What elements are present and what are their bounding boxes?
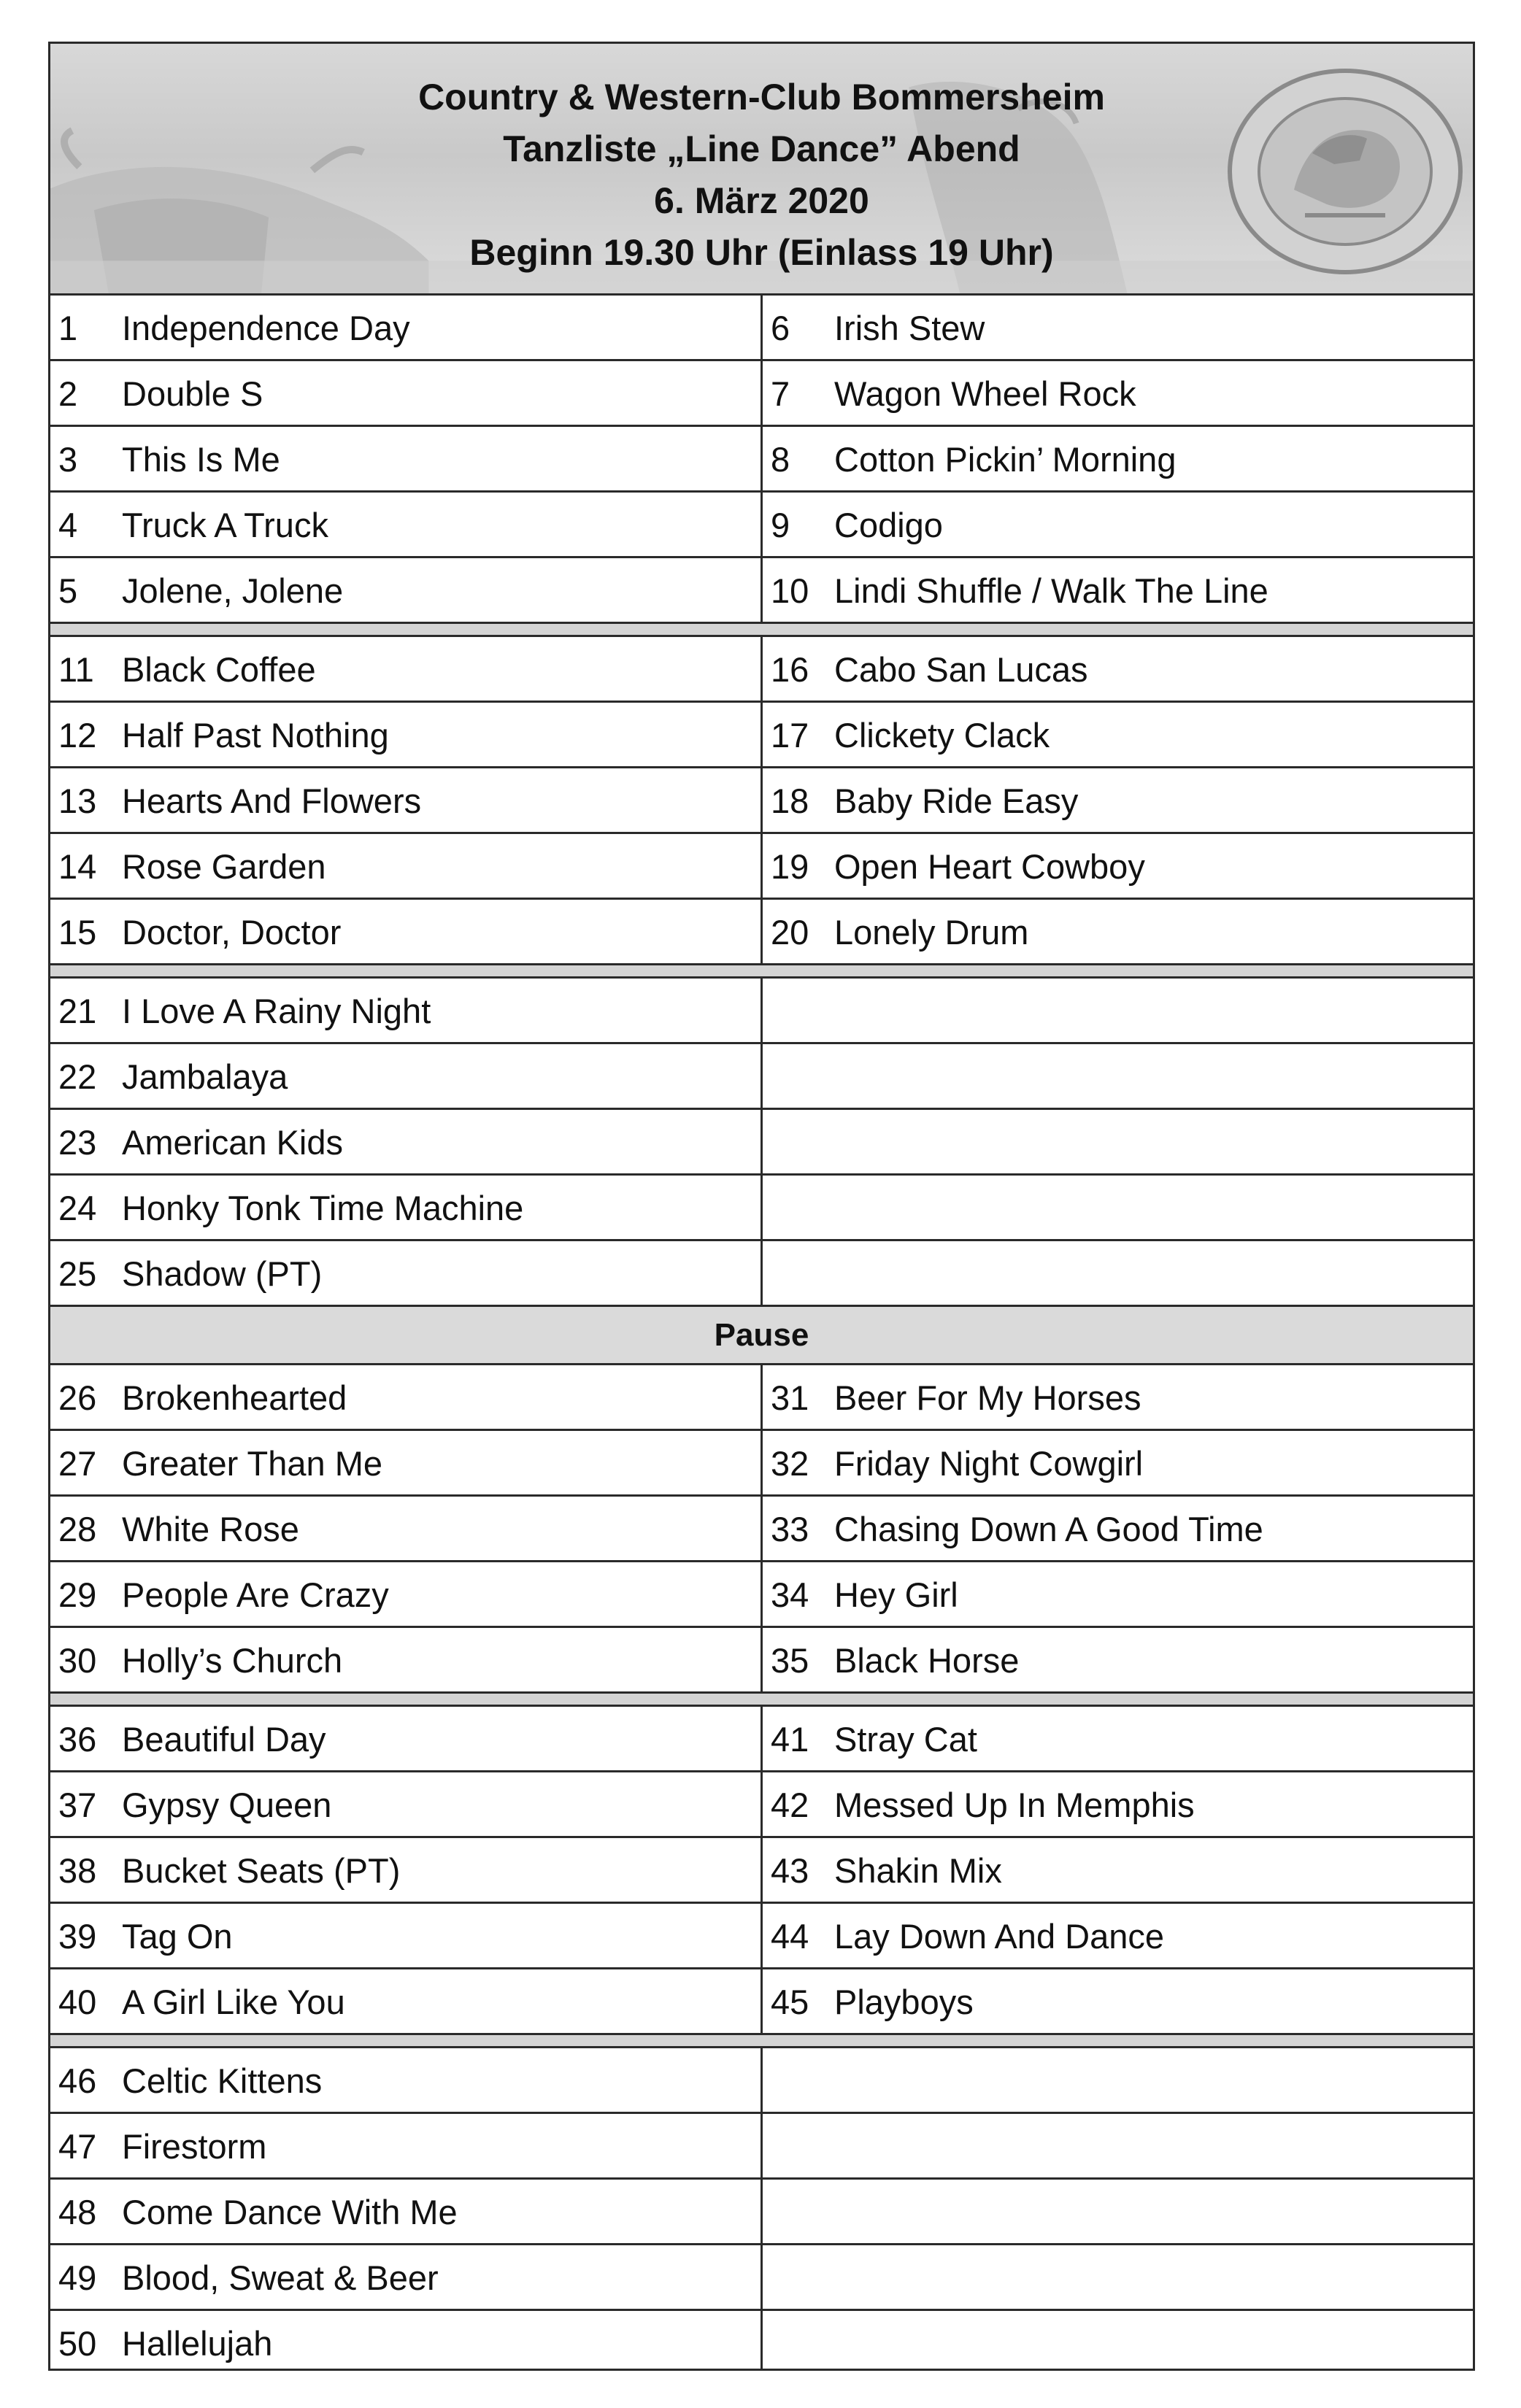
- table-row: [50, 1110, 1473, 1176]
- left-cell: [50, 2180, 763, 2243]
- left-cell: [50, 558, 763, 622]
- block-separator: [50, 1694, 1473, 1707]
- right-cell: [763, 1562, 1473, 1626]
- dance-number: 41: [771, 1720, 809, 1759]
- dance-number: 20: [771, 913, 809, 952]
- table-row: [50, 2180, 1473, 2245]
- left-cell: [50, 1628, 763, 1691]
- pause-row: Pause: [50, 1307, 1473, 1365]
- dance-number: 8: [771, 440, 790, 479]
- table-row: [50, 1772, 1473, 1838]
- block-separator: [50, 624, 1473, 637]
- left-cell: [50, 1969, 763, 2033]
- right-cell: [763, 1176, 1473, 1239]
- dance-number: 11: [58, 650, 94, 689]
- dance-number: 18: [771, 782, 809, 820]
- dance-number: 38: [58, 1851, 97, 1890]
- dance-title: This Is Me: [122, 440, 280, 479]
- left-cell: [50, 296, 763, 359]
- left-cell: [50, 2245, 763, 2309]
- left-cell: [50, 1241, 763, 1305]
- dance-title: Friday Night Cowgirl: [834, 1444, 1144, 1483]
- left-cell: [50, 1110, 763, 1173]
- right-cell: [763, 2180, 1473, 2243]
- dance-title: Blood, Sweat & Beer: [122, 2258, 439, 2297]
- table-row: [50, 1497, 1473, 1562]
- dance-number: 33: [771, 1510, 809, 1548]
- table-row: [50, 1707, 1473, 1772]
- dance-number: 43: [771, 1851, 809, 1890]
- left-cell: [50, 361, 763, 425]
- dance-title: Cotton Pickin’ Morning: [834, 440, 1177, 479]
- dance-title: Bucket Seats (PT): [122, 1851, 401, 1890]
- dance-title: Come Dance With Me: [122, 2193, 458, 2231]
- right-cell: [763, 637, 1473, 701]
- dance-title: Firestorm: [122, 2127, 267, 2166]
- table-row: [50, 1562, 1473, 1628]
- dance-title: A Girl Like You: [122, 1983, 345, 2021]
- dance-title: Hallelujah: [122, 2324, 273, 2363]
- right-cell: [763, 1431, 1473, 1494]
- dance-title: American Kids: [122, 1123, 343, 1162]
- right-cell: [763, 361, 1473, 425]
- table-row: [50, 361, 1473, 427]
- left-cell: [50, 1838, 763, 1902]
- left-cell: [50, 1904, 763, 1967]
- dance-number: 36: [58, 1720, 97, 1759]
- dance-number: 2: [58, 374, 78, 413]
- left-cell: [50, 979, 763, 1042]
- event-time: Beginn 19.30 Uhr (Einlass 19 Uhr): [469, 232, 1054, 273]
- dance-title: Greater Than Me: [122, 1444, 383, 1483]
- dance-title: Half Past Nothing: [122, 716, 389, 755]
- right-cell: [763, 493, 1473, 556]
- right-cell: [763, 1497, 1473, 1560]
- block-separator: [50, 2035, 1473, 2048]
- table-row: [50, 2048, 1473, 2114]
- table-row: [50, 2245, 1473, 2311]
- club-name: Country & Western-Club Bommersheim: [418, 77, 1105, 117]
- dance-title: White Rose: [122, 1510, 299, 1548]
- left-cell: [50, 768, 763, 832]
- left-cell: [50, 1562, 763, 1626]
- table-row: [50, 2114, 1473, 2180]
- dance-number: 15: [58, 913, 97, 952]
- dance-title: I Love A Rainy Night: [122, 992, 431, 1030]
- dance-number: 50: [58, 2324, 97, 2363]
- dance-title: Beautiful Day: [122, 1720, 326, 1759]
- dance-title: Shakin Mix: [834, 1851, 1002, 1890]
- left-cell: [50, 1707, 763, 1770]
- dance-title: Jolene, Jolene: [122, 571, 344, 610]
- dance-number: 12: [58, 716, 97, 755]
- dance-number: 39: [58, 1917, 97, 1956]
- dance-number: 46: [58, 2061, 97, 2100]
- left-cell: [50, 1497, 763, 1560]
- dance-title: Hey Girl: [834, 1575, 958, 1614]
- dance-title: Wagon Wheel Rock: [834, 374, 1136, 413]
- right-cell: [763, 1628, 1473, 1691]
- left-cell: [50, 703, 763, 766]
- dance-title: Doctor, Doctor: [122, 913, 342, 952]
- dance-title: Jambalaya: [122, 1057, 288, 1096]
- table-row: [50, 834, 1473, 900]
- header-banner: [50, 44, 1473, 296]
- dance-title: Baby Ride Easy: [834, 782, 1079, 820]
- dance-number: 1: [58, 309, 78, 347]
- dance-table: [50, 296, 1473, 2371]
- dance-number: 47: [58, 2127, 97, 2166]
- right-cell: [763, 979, 1473, 1042]
- left-cell: [50, 2048, 763, 2112]
- dance-number: 34: [771, 1575, 809, 1614]
- table-row: [50, 979, 1473, 1044]
- dance-title: Messed Up In Memphis: [834, 1786, 1195, 1824]
- event-date: 6. März 2020: [654, 180, 869, 221]
- right-cell: [763, 1044, 1473, 1108]
- left-cell: [50, 637, 763, 701]
- dance-title: Hearts And Flowers: [122, 782, 422, 820]
- dance-number: 25: [58, 1254, 97, 1293]
- left-cell: [50, 427, 763, 490]
- dance-list-sheet: [48, 42, 1475, 2371]
- dance-number: 30: [58, 1641, 97, 1680]
- dance-number: 19: [771, 847, 809, 886]
- table-row: [50, 768, 1473, 834]
- table-row: [50, 493, 1473, 558]
- dance-title: Tag On: [122, 1917, 233, 1956]
- dance-number: 16: [771, 650, 809, 689]
- dance-title: Open Heart Cowboy: [834, 847, 1145, 886]
- dance-title: Beer For My Horses: [834, 1378, 1141, 1417]
- right-cell: [763, 1772, 1473, 1836]
- table-row: [50, 1241, 1473, 1307]
- dance-title: Celtic Kittens: [122, 2061, 323, 2100]
- dance-title: Lay Down And Dance: [834, 1917, 1165, 1956]
- dance-number: 10: [771, 571, 809, 610]
- dance-number: 31: [771, 1378, 809, 1417]
- table-row: [50, 900, 1473, 965]
- dance-number: 21: [58, 992, 97, 1030]
- right-cell: [763, 1969, 1473, 2033]
- dance-title: Gypsy Queen: [122, 1786, 332, 1824]
- table-row: [50, 1431, 1473, 1497]
- dance-title: Brokenhearted: [122, 1378, 347, 1417]
- left-cell: [50, 1772, 763, 1836]
- right-cell: [763, 1241, 1473, 1305]
- table-row: [50, 637, 1473, 703]
- right-cell: [763, 2114, 1473, 2177]
- dance-number: 13: [58, 782, 97, 820]
- event-title: Tanzliste „Line Dance” Abend: [503, 128, 1020, 169]
- left-cell: [50, 1044, 763, 1108]
- table-row: [50, 1176, 1473, 1241]
- left-cell: [50, 1176, 763, 1239]
- left-cell: [50, 2311, 763, 2371]
- right-cell: [763, 2245, 1473, 2309]
- table-row: [50, 1365, 1473, 1431]
- block-separator: [50, 965, 1473, 979]
- dance-number: 32: [771, 1444, 809, 1483]
- dance-number: 40: [58, 1983, 97, 2021]
- left-cell: [50, 900, 763, 963]
- dance-number: 4: [58, 506, 78, 544]
- dance-number: 22: [58, 1057, 97, 1096]
- table-row: [50, 703, 1473, 768]
- header-title-block: [50, 72, 1473, 279]
- dance-number: 26: [58, 1378, 97, 1417]
- dance-number: 28: [58, 1510, 97, 1548]
- right-cell: [763, 1904, 1473, 1967]
- table-row: [50, 296, 1473, 361]
- right-cell: [763, 1365, 1473, 1429]
- right-cell: [763, 834, 1473, 898]
- table-row: [50, 1904, 1473, 1969]
- table-row: [50, 1969, 1473, 2035]
- right-cell: [763, 703, 1473, 766]
- right-cell: [763, 2048, 1473, 2112]
- dance-title: Truck A Truck: [122, 506, 328, 544]
- dance-number: 14: [58, 847, 97, 886]
- right-cell: [763, 1110, 1473, 1173]
- dance-title: Independence Day: [122, 309, 410, 347]
- dance-number: 29: [58, 1575, 97, 1614]
- dance-number: 7: [771, 374, 790, 413]
- dance-number: 27: [58, 1444, 97, 1483]
- dance-title: Black Horse: [834, 1641, 1020, 1680]
- left-cell: [50, 493, 763, 556]
- dance-title: Playboys: [834, 1983, 974, 2021]
- dance-title: Lonely Drum: [834, 913, 1029, 952]
- left-cell: [50, 2114, 763, 2177]
- dance-number: 35: [771, 1641, 809, 1680]
- table-row: [50, 1838, 1473, 1904]
- dance-number: 5: [58, 571, 78, 610]
- dance-number: 17: [771, 716, 809, 755]
- table-row: [50, 2311, 1473, 2371]
- left-cell: [50, 1365, 763, 1429]
- dance-number: 44: [771, 1917, 809, 1956]
- right-cell: [763, 900, 1473, 963]
- dance-title: People Are Crazy: [122, 1575, 389, 1614]
- table-row: [50, 1628, 1473, 1694]
- right-cell: [763, 2311, 1473, 2371]
- right-cell: [763, 558, 1473, 622]
- dance-title: Chasing Down A Good Time: [834, 1510, 1263, 1548]
- dance-title: Double S: [122, 374, 263, 413]
- left-cell: [50, 1431, 763, 1494]
- dance-title: Shadow (PT): [122, 1254, 323, 1293]
- dance-number: 42: [771, 1786, 809, 1824]
- right-cell: [763, 296, 1473, 359]
- dance-title: Black Coffee: [122, 650, 316, 689]
- dance-title: Honky Tonk Time Machine: [122, 1189, 524, 1227]
- right-cell: [763, 1707, 1473, 1770]
- left-cell: [50, 834, 763, 898]
- dance-title: Codigo: [834, 506, 943, 544]
- dance-title: Lindi Shuffle / Walk The Line: [834, 571, 1268, 610]
- dance-number: 24: [58, 1189, 97, 1227]
- table-row: [50, 427, 1473, 493]
- dance-title: Rose Garden: [122, 847, 326, 886]
- dance-title: Holly’s Church: [122, 1641, 343, 1680]
- table-row: [50, 558, 1473, 624]
- dance-number: 9: [771, 506, 790, 544]
- dance-number: 3: [58, 440, 78, 479]
- dance-title: Clickety Clack: [834, 716, 1050, 755]
- dance-title: Cabo San Lucas: [834, 650, 1088, 689]
- right-cell: [763, 768, 1473, 832]
- dance-number: 6: [771, 309, 790, 347]
- dance-title: Stray Cat: [834, 1720, 977, 1759]
- dance-number: 48: [58, 2193, 97, 2231]
- dance-number: 45: [771, 1983, 809, 2021]
- table-row: [50, 1044, 1473, 1110]
- dance-number: 49: [58, 2258, 97, 2297]
- dance-number: 37: [58, 1786, 97, 1824]
- right-cell: [763, 427, 1473, 490]
- right-cell: [763, 1838, 1473, 1902]
- dance-number: 23: [58, 1123, 97, 1162]
- dance-title: Irish Stew: [834, 309, 985, 347]
